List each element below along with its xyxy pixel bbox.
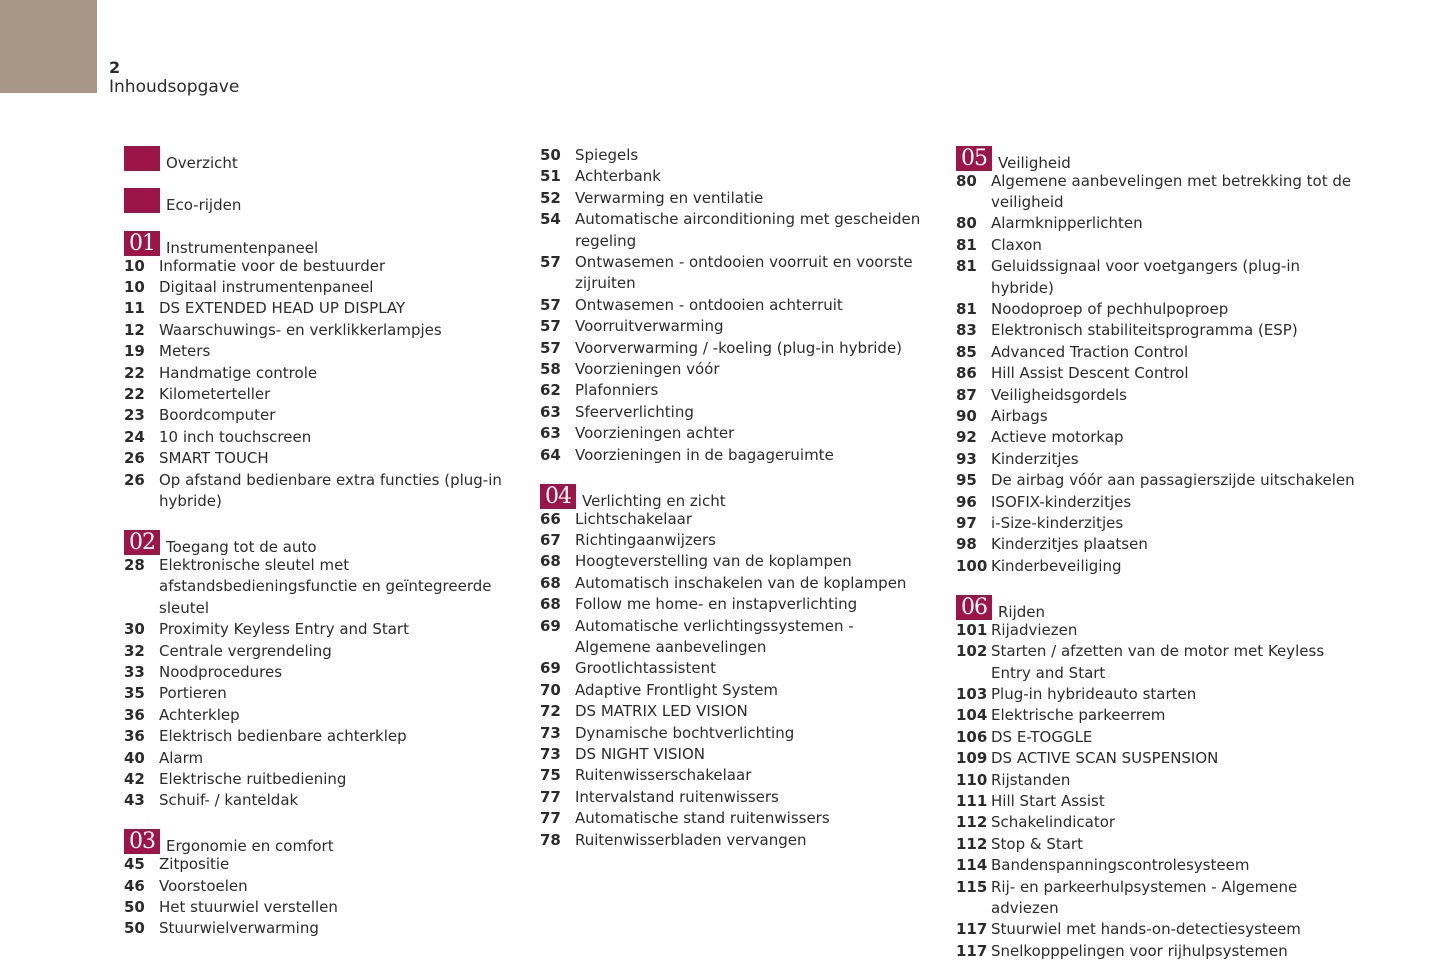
chapter-badge: 06: [956, 595, 992, 620]
toc-column-3: [956, 145, 1356, 962]
entry-page-number: 69: [540, 659, 561, 678]
entry-page-number: 63: [540, 424, 561, 443]
entry-title: DS NIGHT VISION: [575, 745, 705, 764]
toc-entry[interactable]: [956, 812, 1356, 833]
entry-page-number: 64: [540, 445, 561, 464]
entry-page-number: 100: [956, 556, 988, 575]
toc-entry[interactable]: [124, 619, 519, 640]
toc-entry[interactable]: [124, 405, 519, 426]
entry-title: Noodoproep of pechhulpoproep: [991, 299, 1229, 318]
toc-entry[interactable]: [956, 534, 1356, 555]
toc-entry[interactable]: [540, 573, 930, 594]
entry-title: Claxon: [991, 235, 1042, 254]
toc-entry[interactable]: [540, 509, 930, 530]
entry-page-number: 57: [540, 317, 561, 336]
toc-entry[interactable]: [540, 423, 930, 444]
toc-entry[interactable]: [540, 188, 930, 209]
entry-title: Airbags: [991, 406, 1048, 425]
toc-section: [124, 829, 519, 940]
entry-title: Proximity Keyless Entry and Start: [159, 620, 409, 639]
toc-entry[interactable]: [956, 213, 1356, 234]
entry-title: DS E-TOGGLE: [991, 727, 1093, 746]
entry-title: Dynamische bochtverlichting: [575, 723, 795, 742]
chapter-badge: 05: [956, 146, 992, 171]
entry-page-number: 70: [540, 680, 561, 699]
entry-title: Ruitenwisserbladen vervangen: [575, 830, 807, 849]
entry-page-number: 54: [540, 210, 561, 229]
entry-title: DS EXTENDED HEAD UP DISPLAY: [159, 299, 406, 318]
toc-entry[interactable]: [540, 616, 930, 659]
entry-title: SMART TOUCH: [159, 449, 269, 468]
toc-entry[interactable]: [540, 338, 930, 359]
toc-section: [956, 594, 1356, 962]
entry-page-number: 81: [956, 299, 977, 318]
entry-page-number: 72: [540, 702, 561, 721]
entry-page-number: 87: [956, 385, 977, 404]
section-title: Verlichting en zicht: [582, 491, 726, 510]
toc-entry[interactable]: [540, 402, 930, 423]
entry-title: Achterbank: [575, 167, 661, 186]
toc-entry[interactable]: [540, 701, 930, 722]
entry-page-number: 73: [540, 723, 561, 742]
entry-title: Ontwasemen - ontdooien voorruit en voorste zijruiten: [575, 253, 913, 293]
entry-page-number: 95: [956, 471, 977, 490]
entry-page-number: 80: [956, 171, 977, 190]
entry-title: Hill Assist Descent Control: [991, 364, 1189, 383]
entry-page-number: 78: [540, 830, 561, 849]
entry-title: Elektrische parkeerrem: [991, 706, 1166, 725]
entry-page-number: 81: [956, 257, 977, 276]
entry-page-number: 68: [540, 552, 561, 571]
entry-page-number: 109: [956, 749, 988, 768]
corner-tab: [0, 0, 97, 93]
entry-page-number: 42: [124, 769, 145, 788]
entry-title: De airbag vóór aan passagierszijde uitschakelen: [991, 471, 1355, 490]
entry-title: Op afstand bedienbare extra functies (plug-in hybride): [159, 470, 502, 510]
toc-entry[interactable]: [956, 513, 1356, 534]
toc-entry[interactable]: [540, 295, 930, 316]
toc-entry[interactable]: [956, 342, 1356, 363]
section-header[interactable]: [124, 529, 519, 555]
entry-title: 10 inch touchscreen: [159, 427, 312, 446]
entry-title: Verwarming en ventilatie: [575, 188, 764, 207]
entry-page-number: 97: [956, 514, 977, 532]
toc-entry[interactable]: [956, 684, 1356, 705]
toc-entry[interactable]: [124, 705, 519, 726]
toc-column-1: [124, 145, 519, 940]
entry-page-number: 67: [540, 531, 561, 549]
entry-page-number: 115: [956, 877, 988, 896]
toc-entry[interactable]: [956, 641, 1356, 684]
toc-entry[interactable]: [540, 680, 930, 701]
entry-page-number: 110: [956, 770, 988, 789]
entry-title: Hoogteverstelling van de koplampen: [575, 552, 852, 571]
entry-title: Starten / afzetten van de motor met Keyless Entry and Start: [991, 642, 1325, 682]
section-title: Overzicht: [166, 153, 238, 172]
entry-page-number: 114: [956, 856, 988, 875]
entry-page-number: 75: [540, 766, 561, 785]
toc-entry[interactable]: [540, 765, 930, 786]
entry-page-number: 57: [540, 253, 561, 272]
toc-entry[interactable]: [540, 380, 930, 401]
section-header[interactable]: [956, 594, 1356, 620]
entry-title: Portieren: [159, 684, 227, 703]
entry-title: Bandenspanningscontrolesysteem: [991, 856, 1250, 875]
toc-entry[interactable]: [540, 551, 930, 572]
section-header[interactable]: [124, 145, 519, 171]
entry-page-number: 86: [956, 364, 977, 383]
toc-entry[interactable]: [956, 877, 1356, 920]
entry-page-number: 96: [956, 492, 977, 511]
entry-title: Follow me home- en instapverlichting: [575, 595, 858, 614]
toc-entry[interactable]: [540, 252, 930, 295]
entry-page-number: 26: [124, 470, 145, 489]
entry-title: Adaptive Frontlight System: [575, 680, 779, 699]
toc-entry[interactable]: [124, 448, 519, 469]
toc-entry[interactable]: [540, 808, 930, 829]
entry-title: Automatische verlichtingssystemen - Algemene aanbevelingen: [575, 616, 854, 657]
entry-page-number: 93: [956, 449, 977, 468]
entry-page-number: 28: [124, 555, 145, 574]
entry-page-number: 85: [956, 342, 977, 361]
entry-title: Automatische airconditioning met gescheiden regeling: [575, 210, 921, 250]
toc-entry[interactable]: [124, 748, 519, 769]
entry-title: Achterklep: [159, 705, 240, 724]
entry-page-number: 77: [540, 787, 561, 806]
entry-page-number: 63: [540, 402, 561, 421]
entry-title: Alarmknipperlichten: [991, 214, 1143, 233]
entry-page-number: 57: [540, 295, 561, 314]
entry-page-number: 36: [124, 705, 145, 724]
entry-page-number: 73: [540, 745, 561, 764]
toc-entry[interactable]: [124, 790, 519, 811]
entry-title: Kinderzitjes: [991, 449, 1079, 468]
toc-entry[interactable]: [124, 918, 519, 939]
entry-page-number: 40: [124, 748, 145, 767]
entry-title: Hill Start Assist: [991, 791, 1105, 810]
entry-title: Spiegels: [575, 146, 639, 164]
section-title: Ergonomie en comfort: [166, 837, 334, 856]
toc-entry[interactable]: [540, 145, 930, 166]
toc-entry[interactable]: [956, 363, 1356, 384]
entry-page-number: 45: [124, 855, 145, 874]
entry-page-number: 24: [124, 427, 145, 446]
toc-entry[interactable]: [540, 744, 930, 765]
toc-entry[interactable]: [956, 941, 1356, 962]
entry-page-number: 46: [124, 876, 145, 895]
entry-title: Automatische stand ruitenwissers: [575, 809, 830, 828]
toc-entry[interactable]: [956, 235, 1356, 256]
toc-entry[interactable]: [124, 662, 519, 683]
entry-title: Boordcomputer: [159, 406, 276, 425]
toc-entry[interactable]: [540, 658, 930, 679]
page-title: Inhoudsopgave: [109, 77, 240, 97]
toc-column-2: [540, 145, 930, 851]
entry-title: Intervalstand ruitenwissers: [575, 787, 779, 806]
toc-entry[interactable]: [956, 748, 1356, 769]
entry-title: Automatisch inschakelen van de koplampen: [575, 573, 907, 592]
toc-section: [124, 230, 519, 512]
toc-entry[interactable]: [540, 830, 930, 851]
toc-entry[interactable]: [124, 726, 519, 747]
toc-entry[interactable]: [540, 166, 930, 187]
toc-entry[interactable]: [956, 385, 1356, 406]
entry-title: Elektrisch bedienbare achterklep: [159, 727, 407, 746]
entry-title: Sfeerverlichting: [575, 402, 694, 421]
toc-entry[interactable]: [956, 449, 1356, 470]
toc-section: [540, 145, 930, 466]
entry-title: Informatie voor de bestuurder: [159, 256, 386, 275]
entry-title: Rijstanden: [991, 770, 1071, 789]
entry-title: Alarm: [159, 748, 204, 767]
entry-page-number: 90: [956, 406, 977, 425]
entry-page-number: 11: [124, 299, 145, 318]
entry-page-number: 58: [540, 360, 561, 379]
section-title: Rijden: [998, 602, 1046, 621]
entry-page-number: 92: [956, 428, 977, 447]
toc-entry[interactable]: [956, 791, 1356, 812]
entry-page-number: 112: [956, 834, 988, 853]
toc-entry[interactable]: [956, 705, 1356, 726]
section-header[interactable]: [124, 829, 519, 855]
entry-title: Veiligheidsgordels: [991, 385, 1127, 404]
toc-entry[interactable]: [956, 299, 1356, 320]
entry-title: Plafonniers: [575, 381, 659, 400]
toc-section: [124, 188, 519, 214]
entry-title: Lichtschakelaar: [575, 509, 693, 528]
entry-title: Meters: [159, 342, 211, 361]
entry-page-number: 112: [956, 813, 988, 832]
toc-entry[interactable]: [124, 298, 519, 319]
entry-page-number: 81: [956, 235, 977, 254]
toc-entry[interactable]: [540, 209, 930, 252]
entry-title: Het stuurwiel verstellen: [159, 898, 338, 917]
toc-entry[interactable]: [956, 427, 1356, 448]
entry-title: Algemene aanbevelingen met betrekking tot de veiligheid: [991, 171, 1352, 211]
entry-page-number: 68: [540, 573, 561, 592]
toc-entry[interactable]: [124, 384, 519, 405]
toc-entry[interactable]: [540, 445, 930, 466]
entry-title: Kilometerteller: [159, 384, 271, 403]
entry-title: Elektronisch stabiliteitsprogramma (ESP): [991, 321, 1298, 340]
entry-page-number: 98: [956, 535, 977, 554]
entry-title: i-Size-kinderzitjes: [991, 514, 1124, 532]
toc-entry[interactable]: [956, 620, 1356, 641]
toc-entry[interactable]: [124, 427, 519, 448]
chapter-badge: [124, 146, 160, 171]
toc-entry[interactable]: [124, 470, 519, 513]
entry-title: Kinderbeveiliging: [991, 556, 1122, 575]
toc-section: [124, 145, 519, 171]
toc-section: [540, 483, 930, 851]
entry-title: Rijadviezen: [991, 620, 1078, 639]
toc-entry[interactable]: [956, 470, 1356, 491]
entry-page-number: 117: [956, 920, 988, 939]
entry-page-number: 36: [124, 727, 145, 746]
entry-page-number: 62: [540, 381, 561, 400]
entry-title: Voorruitverwarming: [575, 317, 724, 336]
entry-page-number: 102: [956, 642, 988, 661]
entry-title: Stop & Start: [991, 834, 1083, 853]
entry-title: Snelkopppelingen voor rijhulpsystemen: [991, 941, 1288, 960]
chapter-badge: 02: [124, 530, 160, 555]
chapter-badge: [124, 188, 160, 213]
toc-entry[interactable]: [124, 320, 519, 341]
entry-title: Grootlichtassistent: [575, 659, 716, 678]
entry-page-number: 111: [956, 791, 988, 810]
toc-section: [124, 529, 519, 811]
entry-title: Centrale vergrendeling: [159, 641, 332, 660]
entry-page-number: 104: [956, 706, 988, 725]
toc-entry[interactable]: [124, 641, 519, 662]
toc-entry[interactable]: [540, 359, 930, 380]
entry-page-number: 22: [124, 384, 145, 403]
entry-page-number: 66: [540, 509, 561, 528]
entry-title: Kinderzitjes plaatsen: [991, 535, 1148, 554]
entry-page-number: 52: [540, 188, 561, 207]
toc-entry[interactable]: [956, 727, 1356, 748]
entry-title: Ruitenwisserschakelaar: [575, 766, 752, 785]
entry-page-number: 57: [540, 338, 561, 357]
entry-title: ISOFIX-kinderzitjes: [991, 492, 1132, 511]
entry-title: Handmatige controle: [159, 363, 318, 382]
toc-entry[interactable]: [956, 171, 1356, 214]
toc-entry[interactable]: [124, 256, 519, 277]
entry-page-number: 10: [124, 277, 145, 296]
toc-section: [956, 145, 1356, 577]
entry-page-number: 68: [540, 595, 561, 614]
toc-entry[interactable]: [540, 787, 930, 808]
entry-title: Actieve motorkap: [991, 428, 1124, 447]
entry-title: DS ACTIVE SCAN SUSPENSION: [991, 749, 1219, 768]
toc-entry[interactable]: [540, 316, 930, 337]
toc-entry[interactable]: [956, 770, 1356, 791]
toc-entry[interactable]: [124, 277, 519, 298]
section-header[interactable]: [124, 230, 519, 256]
entry-page-number: 10: [124, 256, 145, 275]
toc-entry[interactable]: [956, 406, 1356, 427]
entry-page-number: 117: [956, 941, 988, 960]
entry-page-number: 33: [124, 662, 145, 681]
entry-title: Voorverwarming / -koeling (plug-in hybride): [575, 338, 903, 357]
toc-entry[interactable]: [124, 876, 519, 897]
entry-page-number: 80: [956, 214, 977, 233]
entry-title: Elektrische ruitbediening: [159, 769, 347, 788]
toc-entry[interactable]: [124, 897, 519, 918]
entry-page-number: 77: [540, 809, 561, 828]
toc-entry[interactable]: [124, 854, 519, 875]
entry-page-number: 23: [124, 406, 145, 425]
entry-title: Plug-in hybrideauto starten: [991, 684, 1197, 703]
section-title: Toegang tot de auto: [166, 537, 317, 556]
chapter-badge: 04: [540, 484, 576, 509]
chapter-badge: 03: [124, 829, 160, 854]
toc-entry[interactable]: [956, 919, 1356, 940]
toc-entry[interactable]: [124, 769, 519, 790]
entry-title: Digitaal instrumentenpaneel: [159, 277, 374, 296]
toc-entry[interactable]: [124, 683, 519, 704]
entry-page-number: 69: [540, 616, 561, 635]
entry-title: Stuurwiel met hands-on-detectiesysteem: [991, 920, 1301, 939]
toc-entry[interactable]: [540, 723, 930, 744]
entry-title: Schuif- / kanteldak: [159, 791, 299, 810]
entry-title: Waarschuwings- en verklikkerlampjes: [159, 320, 442, 339]
section-header[interactable]: [124, 188, 519, 214]
entry-page-number: 30: [124, 620, 145, 639]
entry-title: Voorzieningen achter: [575, 424, 735, 443]
toc-entry[interactable]: [956, 256, 1356, 299]
toc-entry[interactable]: [540, 530, 930, 551]
entry-title: DS MATRIX LED VISION: [575, 702, 748, 721]
entry-page-number: 22: [124, 363, 145, 382]
toc-entry[interactable]: [956, 320, 1356, 341]
entry-page-number: 50: [540, 146, 561, 164]
toc-entry[interactable]: [956, 492, 1356, 513]
toc-entry[interactable]: [540, 594, 930, 615]
entry-page-number: 50: [124, 919, 145, 938]
entry-title: Voorzieningen vóór: [575, 360, 720, 379]
section-title: Instrumentenpaneel: [166, 238, 319, 257]
section-header[interactable]: [956, 145, 1356, 171]
entry-page-number: 103: [956, 684, 988, 703]
entry-title: Noodprocedures: [159, 662, 283, 681]
entry-title: Zitpositie: [159, 855, 230, 874]
toc-entry[interactable]: [956, 834, 1356, 855]
entry-title: Voorzieningen in de bagageruimte: [575, 445, 834, 464]
entry-page-number: 12: [124, 320, 145, 339]
entry-page-number: 83: [956, 321, 977, 340]
entry-title: Elektronische sleutel met afstandsbedieningsfunctie en geïntegreerde sleutel: [159, 555, 492, 617]
entry-page-number: 101: [956, 620, 988, 639]
page-number: 2: [109, 58, 121, 77]
entry-page-number: 106: [956, 727, 988, 746]
toc-entry[interactable]: [124, 555, 519, 619]
entry-page-number: 43: [124, 791, 145, 810]
section-title: Veiligheid: [998, 153, 1071, 172]
toc-entry[interactable]: [956, 855, 1356, 876]
section-header[interactable]: [540, 483, 930, 509]
entry-title: Rij- en parkeerhulpsystemen - Algemene adviezen: [991, 877, 1298, 917]
entry-title: Voorstoelen: [159, 876, 248, 895]
toc-entry[interactable]: [124, 341, 519, 362]
entry-page-number: 35: [124, 684, 145, 703]
entry-title: Schakelindicator: [991, 813, 1116, 832]
section-title: Eco-rijden: [166, 196, 242, 214]
entry-page-number: 26: [124, 449, 145, 468]
toc-entry[interactable]: [956, 556, 1356, 577]
entry-title: Stuurwielverwarming: [159, 919, 319, 938]
entry-title: Ontwasemen - ontdooien achterruit: [575, 295, 843, 314]
entry-page-number: 32: [124, 641, 145, 660]
entry-title: Geluidssignaal voor voetgangers (plug-in hybride): [991, 257, 1301, 297]
entry-title: Advanced Traction Control: [991, 342, 1189, 361]
entry-title: Richtingaanwijzers: [575, 531, 716, 549]
entry-page-number: 50: [124, 898, 145, 917]
toc-entry[interactable]: [124, 363, 519, 384]
entry-page-number: 51: [540, 167, 561, 186]
entry-page-number: 19: [124, 342, 145, 361]
chapter-badge: 01: [124, 231, 160, 256]
